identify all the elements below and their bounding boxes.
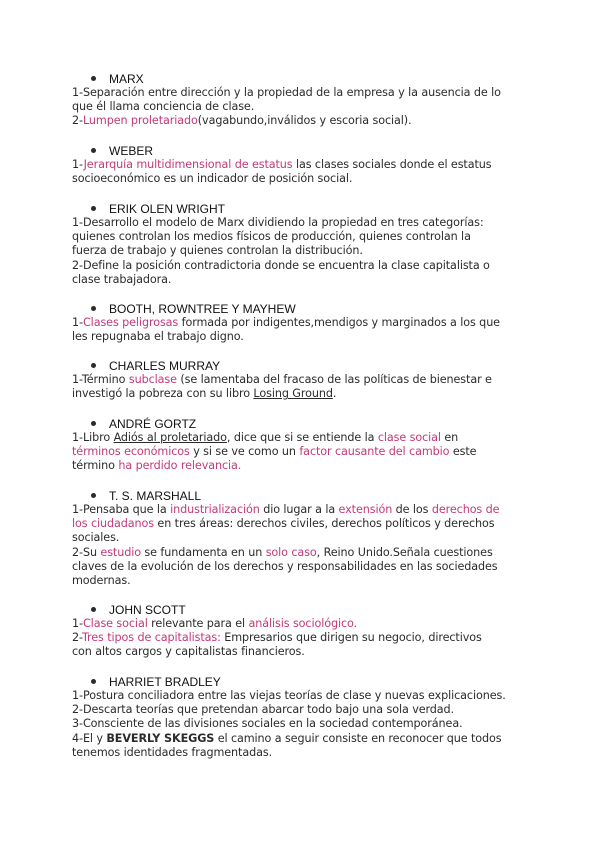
bullet-icon bbox=[91, 306, 96, 311]
text-line: 1-Jerarquía multidimensional de estatus las clases sociales donde el estatus bbox=[72, 158, 492, 171]
text-line: 1-Pensaba que la industrialización dio lugar a la extensión de los derechos de bbox=[72, 503, 500, 516]
section-title: HARRIET BRADLEY bbox=[109, 674, 221, 689]
text-line: con altos cargos y capitalistas financieros. bbox=[72, 645, 305, 659]
section-title: BOOTH, ROWNTREE Y MAYHEW bbox=[109, 301, 296, 316]
text-line: 3-Consciente de las divisiones sociales en la sociedad contemporánea. bbox=[72, 717, 463, 731]
text-line: términos económicos y si se ve como un factor causante del cambio este bbox=[72, 445, 477, 459]
bullet-icon bbox=[91, 206, 96, 211]
text-line: les repugnaba el trabajo digno. bbox=[72, 330, 244, 344]
section-marshall bbox=[72, 488, 532, 588]
text-line: 2-Lumpen proletariado(vagabundo,inválidos y escoria social). bbox=[72, 114, 412, 128]
bullet-icon bbox=[91, 76, 96, 81]
text-line: 2-Define la posición contradictoria donde se encuentra la clase capitalista o bbox=[72, 258, 490, 272]
bullet-icon bbox=[91, 493, 96, 498]
section-title: WEBER bbox=[109, 143, 154, 158]
section-title: CHARLES MURRAY bbox=[109, 358, 221, 373]
text-line: quienes controlan los medios físicos de producción, quienes controlan la bbox=[72, 230, 471, 244]
section-bradley bbox=[72, 674, 532, 760]
text-line: término ha perdido relevancia. bbox=[72, 459, 242, 473]
bullet-icon bbox=[91, 607, 96, 612]
text-line: 1-Clase social relevante para el análisis sociológico. bbox=[72, 617, 358, 630]
text-line: 2-Su estudio se fundamenta en un solo caso, Reino Unido.Señala cuestiones bbox=[72, 545, 493, 559]
bullet-icon bbox=[91, 679, 96, 684]
text-line: socioeconómico es un indicador de posición social. bbox=[72, 172, 353, 186]
bullet-icon bbox=[91, 148, 96, 153]
text-line: los ciudadanos en tres áreas: derechos civiles, derechos políticos y derechos bbox=[72, 517, 495, 531]
section-booth bbox=[72, 301, 532, 344]
section-title: ERIK OLEN WRIGHT bbox=[109, 201, 226, 216]
text-line: 1-Desarrollo el modelo de Marx dividiendo la propiedad en tres categorías: bbox=[72, 216, 484, 229]
text-line: tenemos identidades fragmentadas. bbox=[72, 745, 273, 759]
book-title: Adiós al proletariado bbox=[113, 431, 227, 444]
book-title: Losing Ground bbox=[253, 387, 333, 401]
text-line: 4-El y BEVERLY SKEGGS el camino a seguir consiste en reconocer que todos bbox=[72, 731, 502, 745]
text-line: 1-Libro Adiós al proletariado, dice que si se entiende la clase social en bbox=[72, 431, 459, 444]
section-title: T. S. MARSHALL bbox=[109, 488, 202, 503]
bullet-icon bbox=[91, 421, 96, 426]
section-title: JOHN SCOTT bbox=[109, 602, 186, 617]
text-line: 2-Tres tipos de capitalistas: Empresarios que dirigen su negocio, directivos bbox=[72, 631, 482, 645]
text-line: que él llama conciencia de clase. bbox=[72, 100, 255, 114]
section-murray bbox=[72, 358, 532, 401]
text-line: 1-Término subclase (se lamentaba del fracaso de las políticas de bienestar e bbox=[72, 373, 492, 386]
section-wright bbox=[72, 201, 532, 287]
text-line: claves de la evolución de los derechos y responsabilidades en las sociedades bbox=[72, 559, 498, 573]
text-line: 2-Descarta teorías que pretendan abarcar todo bajo una sola verdad. bbox=[72, 703, 455, 717]
text-line: investigó la pobreza con su libro Losing Ground. bbox=[72, 387, 337, 401]
section-gortz bbox=[72, 416, 532, 474]
text-line: 1-Postura conciliadora entre las viejas teorías de clase y nuevas explicaciones. bbox=[72, 689, 506, 702]
text-line: fuerza de trabajo y quienes controlan la distribución. bbox=[72, 244, 363, 258]
text-line: 1-Clases peligrosas formada por indigentes,mendigos y marginados a los que bbox=[72, 316, 500, 329]
text-line: 1-Separación entre dirección y la propiedad de la empresa y la ausencia de lo bbox=[72, 86, 501, 99]
section-title: MARX bbox=[109, 71, 144, 86]
section-marx bbox=[72, 71, 532, 129]
section-scott bbox=[72, 602, 532, 660]
text-line: sociales. bbox=[72, 531, 120, 545]
text-line: modernas. bbox=[72, 574, 131, 588]
section-weber bbox=[72, 143, 532, 186]
section-title: ANDRÉ GORTZ bbox=[109, 416, 197, 431]
text-line: clase trabajadora. bbox=[72, 272, 172, 286]
bullet-icon bbox=[91, 363, 96, 368]
